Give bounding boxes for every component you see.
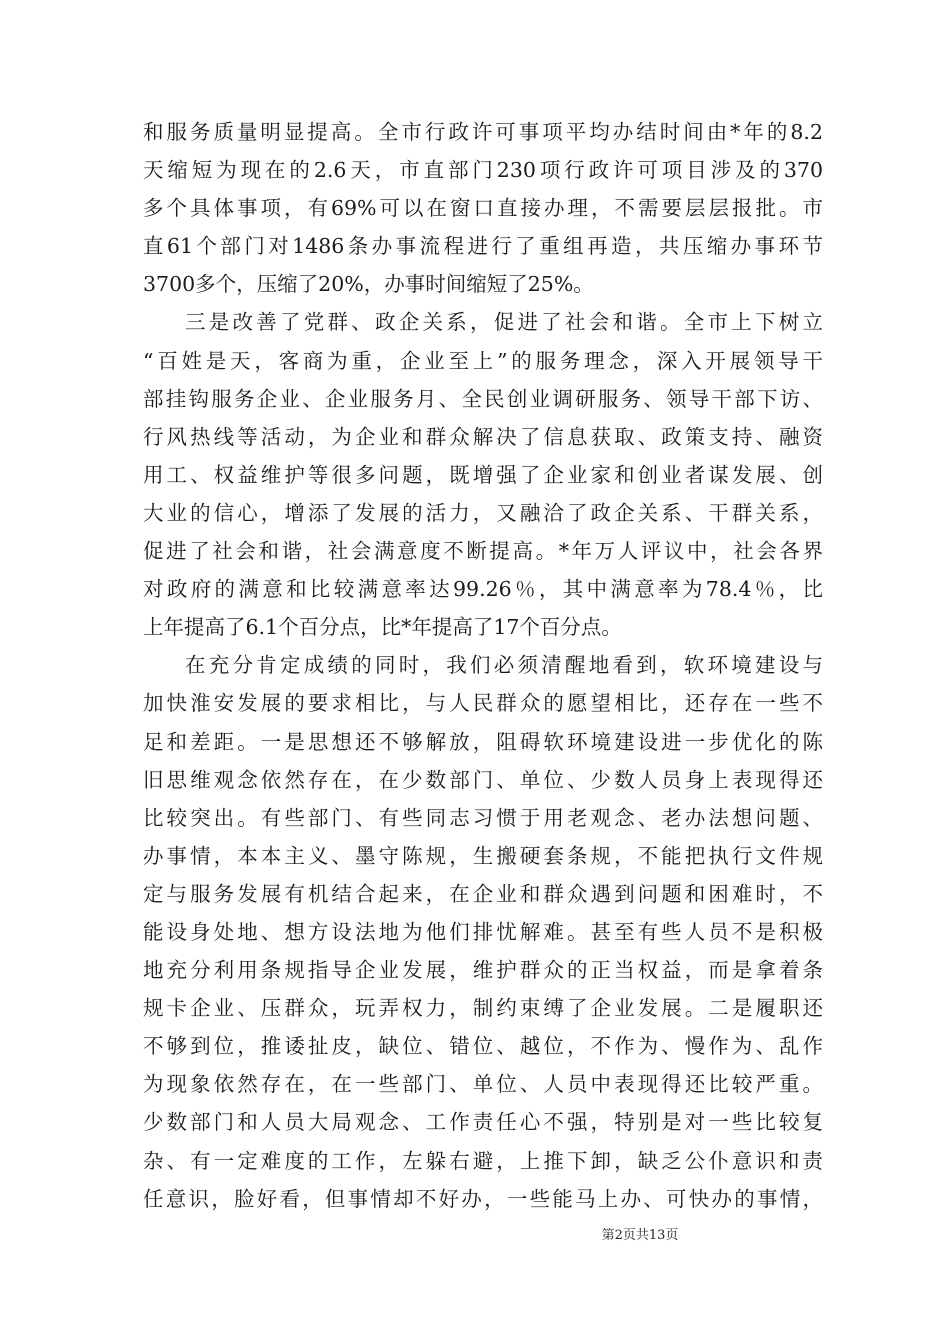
- text-line: 为现象依然存在，在一些部门、单位、人员中表现得还比较严重。: [143, 1072, 823, 1097]
- text-line: 部挂钩服务企业、企业服务月、全民创业调研服务、领导干部下访、: [143, 386, 823, 411]
- text-line: “百姓是天，客商为重，企业至上”的服务理念，深入开展领导干: [143, 348, 823, 373]
- text-line: 定与服务发展有机结合起来，在企业和群众遇到问题和困难时，不: [143, 881, 823, 906]
- text-line: 大业的信心，增添了发展的活力，又融洽了政企关系、干群关系，: [143, 500, 823, 525]
- text-line: 天缩短为现在的2.6天，市直部门230项行政许可项目涉及的370: [143, 158, 823, 183]
- text-line: 和服务质量明显提高。全市行政许可事项平均办结时间由*年的8.2: [143, 120, 823, 144]
- text-line: 加快淮安发展的要求相比，与人民群众的愿望相比，还存在一些不: [143, 691, 823, 716]
- text-line: 多个具体事项，有69%可以在窗口直接办理，不需要层层报批。市: [143, 196, 823, 221]
- text-line: 行风热线等活动，为企业和群众解决了信息获取、政策支持、融资: [143, 424, 823, 449]
- text-line: 不够到位，推诿扯皮，缺位、错位、越位，不作为、慢作为、乱作: [143, 1034, 823, 1059]
- text-line: 直61个部门对1486条办事流程进行了重组再造，共压缩办事环节: [143, 234, 823, 259]
- text-line: 用工、权益维护等很多问题，既增强了企业家和创业者谋发展、创: [143, 462, 823, 487]
- text-line: 足和差距。一是思想还不够解放，阻碍软环境建设进一步优化的陈: [143, 729, 823, 754]
- text-line: 比较突出。有些部门、有些同志习惯于用老观念、老办法想问题、: [143, 805, 823, 830]
- page-number-footer: 第2页共13页: [601, 1228, 679, 1243]
- text-line: 少数部门和人员大局观念、工作责任心不强，特别是对一些比较复: [143, 1110, 823, 1135]
- text-line: 3700多个，压缩了20%，办事时间缩短了25%。: [143, 272, 594, 297]
- text-line: 旧思维观念依然存在，在少数部门、单位、少数人员身上表现得还: [143, 767, 823, 792]
- text-line: 对政府的满意和比较满意率达99.26％，其中满意率为78.4％，比: [143, 577, 823, 602]
- text-line: 杂、有一定难度的工作，左躲右避，上推下卸，缺乏公仆意识和责: [143, 1148, 823, 1173]
- text-line: 办事情，本本主义、墨守陈规，生搬硬套条规，不能把执行文件规: [143, 843, 823, 868]
- text-line: 促进了社会和谐，社会满意度不断提高。*年万人评议中，社会各界: [143, 539, 823, 564]
- text-line: 能设身处地、想方设法地为他们排忧解难。甚至有些人员不是积极: [143, 919, 823, 944]
- text-line: 三是改善了党群、政企关系，促进了社会和谐。全市上下树立: [185, 310, 823, 335]
- text-line: 规卡企业、压群众，玩弄权力，制约束缚了企业发展。二是履职还: [143, 996, 823, 1021]
- text-line: 在充分肯定成绩的同时，我们必须清醒地看到，软环境建设与: [185, 653, 823, 678]
- body-text: [143, 113, 823, 1218]
- text-line: 地充分利用条规指导企业发展，维护群众的正当权益，而是拿着条: [143, 958, 823, 983]
- text-line: 任意识，脸好看，但事情却不好办，一些能马上办、可快办的事情，: [143, 1186, 823, 1211]
- text-line: 上年提高了6.1个百分点，比*年提高了17个百分点。: [143, 615, 622, 640]
